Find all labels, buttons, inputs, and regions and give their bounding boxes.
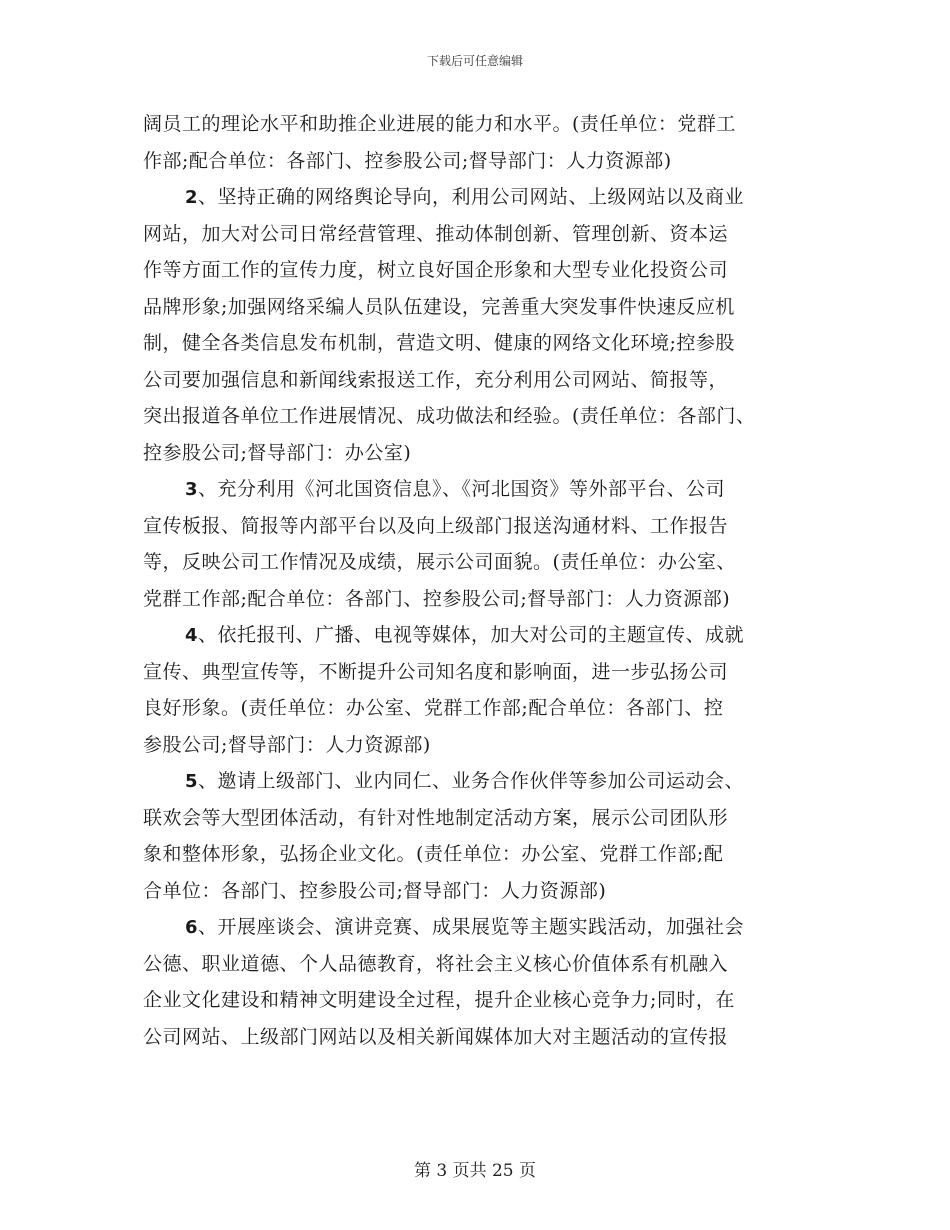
text-line	[143, 763, 823, 800]
text-line: 制，健全各类信息发布机制，营造文明、健康的网络文化环境;控参股	[143, 332, 735, 354]
item-number: 2	[185, 187, 199, 208]
text-line: 网站，加大对公司日常经营管理、推动体制创新、管理创新、资本运	[143, 222, 729, 245]
text-line: 党群工作部;配合单位：各部门、控参股公司;督导部门：人力资源部)	[143, 587, 731, 610]
page-header: 下载后可任意编辑	[426, 54, 523, 68]
text-line: 参股公司;督导部门：人力资源部)	[143, 733, 431, 756]
text-line: 联欢会等大型团体活动，有针对性地制定活动方案，展示公司团队形	[143, 806, 729, 829]
paragraph-item-2	[143, 179, 823, 471]
text-line: 合单位：各部门、控参股公司;督导部门：人力资源部)	[143, 879, 607, 902]
text-line: 作等方面工作的宣传力度，树立良好国企形象和大型专业化投资公司	[143, 259, 729, 281]
paragraph-item-6	[143, 909, 823, 1055]
paragraph-item-4	[143, 617, 823, 763]
document-body	[143, 106, 823, 1055]
text-line	[143, 909, 823, 946]
paragraph-item-3	[143, 471, 823, 617]
text-line: 控参股公司;督导部门：办公室)	[143, 441, 412, 464]
text-line: 公司网站、上级部门网站以及相关新闻媒体加大对主题活动的宣传报	[143, 1025, 729, 1048]
item-number: 5	[185, 771, 199, 792]
paragraph-item-5	[143, 763, 823, 909]
text-line: 企业文化建设和精神文明建设全过程，提升企业核心竞争力;同时，在	[143, 989, 735, 1011]
text-fragment: 、开展座谈会、演讲竞赛、成果展览等主题实践活动，加强社会	[198, 916, 745, 938]
text-line: 品牌形象;加强网络采编人员队伍建设，完善重大突发事件快速反应机	[143, 295, 735, 318]
item-number: 6	[185, 917, 199, 938]
paragraph-continuation	[143, 106, 823, 179]
item-number: 3	[185, 479, 199, 500]
page-footer: 第 3 页共 25 页	[413, 1161, 537, 1181]
text-line	[143, 617, 823, 654]
text-line: 公德、职业道德、个人品德教育，将社会主义核心价值体系有机融入	[143, 952, 729, 975]
text-fragment: 、依托报刊、广播、电视等媒体，加大对公司的主题宣传、成就	[198, 624, 745, 646]
text-line: 良好形象。(责任单位：办公室、党群工作部;配合单位：各部门、控	[143, 697, 724, 719]
text-line: 宣传、典型宣传等，不断提升公司知名度和影响面，进一步弘扬公司	[143, 660, 729, 683]
text-line	[143, 471, 823, 508]
text-line: 突出报道各单位工作进展情况、成功做法和经验。(责任单位：各部门、	[143, 405, 756, 427]
text-line: 宣传板报、简报等内部平台以及向上级部门报送沟通材料、工作报告	[143, 514, 729, 537]
text-line	[143, 179, 823, 216]
text-line: 作部;配合单位：各部门、控参股公司;督导部门：人力资源部)	[143, 149, 672, 172]
text-fragment: 、坚持正确的网络舆论导向，利用公司网站、上级网站以及商业	[198, 186, 745, 208]
text-line: 阔员工的理论水平和助推企业进展的能力和水平。(责任单位：党群工	[143, 113, 736, 135]
text-line: 象和整体形象，弘扬企业文化。(责任单位：办公室、党群工作部;配	[143, 843, 724, 865]
text-line: 等，反映公司工作情况及成绩，展示公司面貌。(责任单位：办公室、	[143, 551, 736, 573]
text-fragment: 、充分利用《河北国资信息》、《河北国资》等外部平台、公司	[198, 478, 726, 500]
text-line: 公司要加强信息和新闻线索报送工作，充分利用公司网站、简报等，	[143, 368, 729, 391]
item-number: 4	[185, 625, 199, 646]
text-fragment: 、邀请上级部门、业内同仁、业务合作伙伴等参加公司运动会、	[198, 770, 745, 792]
